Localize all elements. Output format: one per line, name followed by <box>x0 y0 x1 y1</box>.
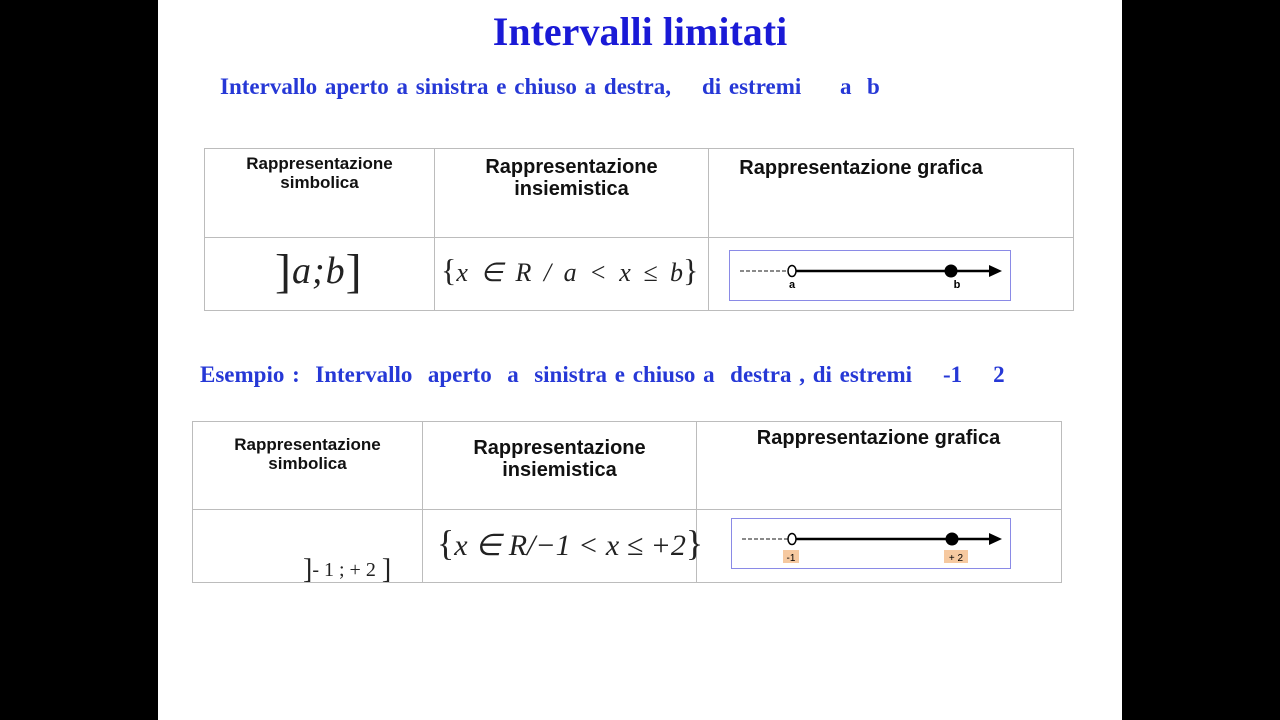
header-symbolic-line1: Rappresentazione <box>234 435 381 454</box>
set-notation <box>437 522 703 564</box>
interval-table-general <box>204 148 1074 311</box>
number-line <box>730 251 1010 300</box>
open-brace: { <box>437 523 455 563</box>
cell-symbolic <box>193 510 423 585</box>
closed-endpoint <box>945 265 958 278</box>
open-endpoint <box>788 266 796 277</box>
interval-bounds: - 1 ; + 2 <box>312 559 376 581</box>
close-brace: } <box>683 252 699 288</box>
header-symbolic <box>193 422 423 510</box>
close-bracket: ] <box>345 245 363 298</box>
header-set-line2: insiemistica <box>502 459 617 481</box>
header-symbolic <box>205 149 435 238</box>
number-line-frame <box>729 250 1011 301</box>
open-brace: { <box>441 252 457 288</box>
label-left: a <box>788 279 796 291</box>
label-right: b <box>953 279 961 291</box>
header-set <box>435 149 709 238</box>
set-condition: x ∈ R/−1 < x ≤ +2 <box>454 529 686 562</box>
cell-graphic <box>697 510 1061 582</box>
slide-subtitle: Intervallo aperto a sinistra e chiuso a destra, di estremi a b <box>220 74 880 99</box>
arrow-head <box>989 533 1002 545</box>
close-brace: } <box>685 523 704 563</box>
header-symbolic-line1: Rappresentazione <box>246 154 393 173</box>
number-line-frame <box>731 518 1011 569</box>
symbolic-notation <box>259 528 391 612</box>
close-bracket: ] <box>381 554 392 585</box>
set-notation <box>441 252 698 289</box>
label-right: + 2 <box>948 553 964 564</box>
example-label: Esempio : Intervallo aperto a sinistra e chiuso a destra , di estremi -1 2 <box>200 362 1005 387</box>
header-symbolic-line2: simbolica <box>280 172 359 192</box>
cell-set <box>423 510 704 582</box>
header-set <box>423 422 697 510</box>
header-graphic <box>709 149 1073 238</box>
header-graphic-line: Rappresentazione grafica <box>756 427 1001 449</box>
symbolic-notation <box>275 244 363 299</box>
header-graphic <box>697 422 1061 510</box>
number-line <box>732 519 1010 568</box>
closed-endpoint <box>946 533 959 546</box>
interval-bounds: a;b <box>291 250 346 292</box>
cell-symbolic <box>205 238 435 310</box>
slide-title: Intervalli limitati <box>492 9 788 54</box>
header-symbolic-line2: simbolica <box>268 453 347 473</box>
header-graphic-line: Rappresentazione grafica <box>739 157 983 179</box>
open-endpoint <box>788 534 796 545</box>
header-set-line1: Rappresentazione <box>485 156 658 178</box>
label-left: -1 <box>786 553 796 564</box>
arrow-head <box>989 265 1002 277</box>
cell-graphic <box>709 238 1073 310</box>
header-set-line2: insiemistica <box>514 178 629 200</box>
cell-set <box>435 238 709 310</box>
header-set-line1: Rappresentazione <box>473 437 646 459</box>
slide <box>158 0 1122 720</box>
set-condition: x ∈ R / a < x ≤ b <box>456 258 684 287</box>
open-bracket: ] <box>303 554 313 585</box>
interval-table-example <box>192 421 1062 583</box>
open-bracket: ] <box>275 245 292 298</box>
